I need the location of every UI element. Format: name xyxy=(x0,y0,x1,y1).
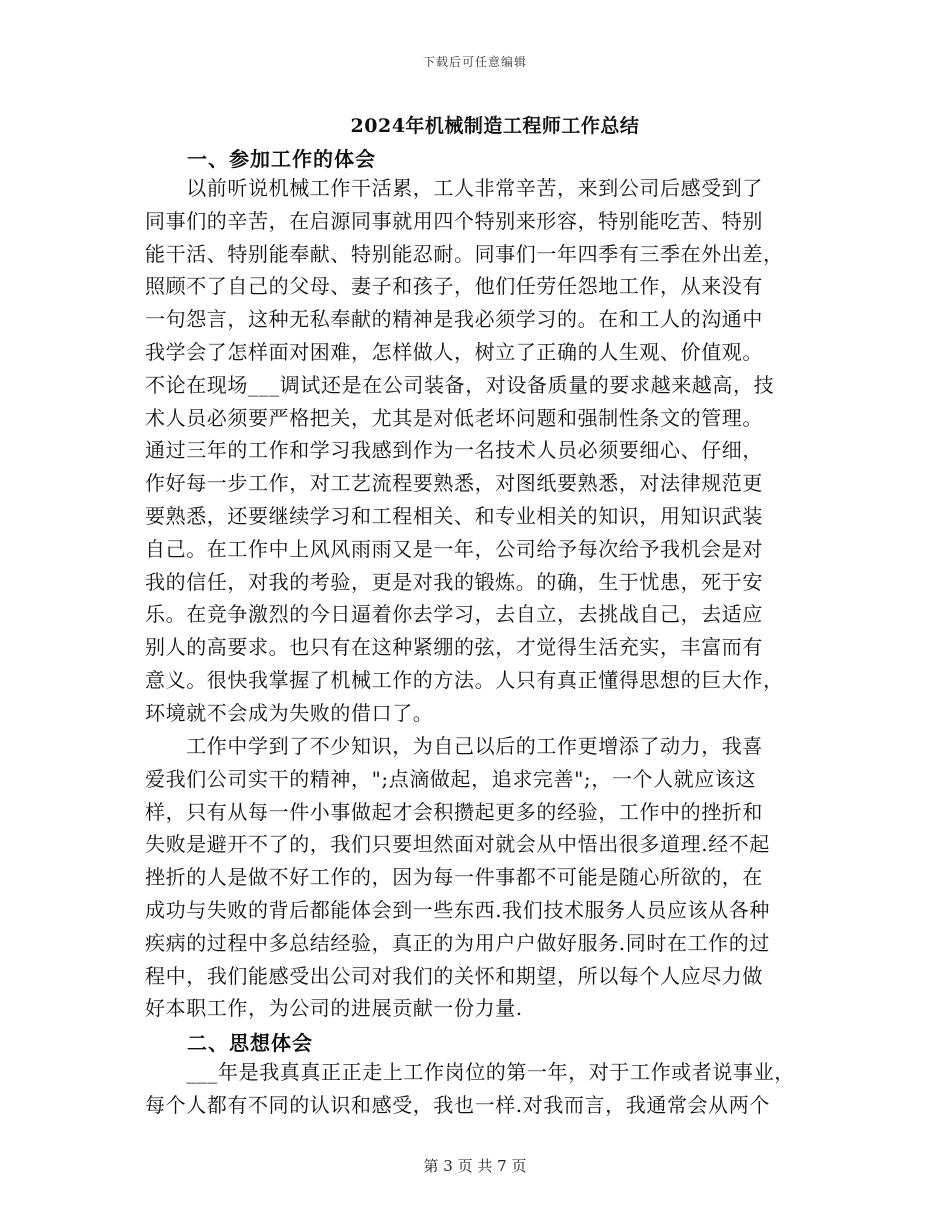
text-line: 我的信任，对我的考验，更是对我的锻炼。的确，生于忧患，死于安 xyxy=(145,569,763,594)
text-line: 照顾不了自己的父母、妻子和孩子，他们任劳任怨地工作，从来没有 xyxy=(145,274,763,299)
text-line: 一句怨言，这种无私奉献的精神是我必须学习的。在和工人的沟通中 xyxy=(145,307,763,332)
text-line: 爱我们公司实干的精神，";点滴做起，追求完善";，一个人就应该这 xyxy=(145,766,757,791)
text-line: 不论在现场___调试还是在公司装备，对设备质量的要求越来越高，技 xyxy=(145,372,775,397)
text-line: 别人的高要求。也只有在这种紧绷的弦，才觉得生活充实，丰富而有 xyxy=(145,635,763,660)
text-line: 工作中学到了不少知识，为自己以后的工作更增添了动力，我喜 xyxy=(145,734,763,758)
document-title: 2024年机械制造工程师工作总结 xyxy=(350,115,640,137)
text-line: 每个人都有不同的认识和感受，我也一样.对我而言，我通常会从两个 xyxy=(145,1092,770,1117)
text-line: 能干活、特别能奉献、特别能忍耐。同事们一年四季有三季在外出差， xyxy=(145,241,784,266)
text-line: 好本职工作，为公司的进展贡献一份力量. xyxy=(145,996,523,1021)
text-line: 要熟悉，还要继续学习和工程相关、和专业相关的知识，用知识武装 xyxy=(145,503,763,528)
section-heading-experience: 一、参加工作的体会 xyxy=(187,147,376,171)
text-line: 程中，我们能感受出公司对我们的关怀和期望，所以每个人应尽力做 xyxy=(145,963,763,988)
section1-paragraph2 xyxy=(145,730,825,1025)
text-line: 样，只有从每一件小事做起才会积攒起更多的经验，工作中的挫折和 xyxy=(145,799,763,824)
text-line: 我学会了怎样面对困难，怎样做人，树立了正确的人生观、价值观。 xyxy=(145,339,763,364)
text-line: 术人员必须要严格把关，尤其是对低老坏问题和强制性条文的管理。 xyxy=(145,405,763,430)
text-line: 作好每一步工作，对工艺流程要熟悉，对图纸要熟悉，对法律规范更 xyxy=(145,471,763,496)
text-line: 以前听说机械工作干活累，工人非常辛苦，来到公司后感受到了 xyxy=(145,176,763,200)
section-heading-thoughts: 二、思想体会 xyxy=(187,1031,313,1055)
text-line: 环境就不会成为失败的借口了。 xyxy=(145,700,434,725)
text-line: 通过三年的工作和学习我感到作为一名技术人员必须要细心、仔细， xyxy=(145,438,763,463)
text-line: 成功与失败的背后都能体会到一些东西.我们技术服务人员应该从各种 xyxy=(145,897,770,922)
text-line: 同事们的辛苦，在启源同事就用四个特别来形容，特别能吃苦、特别 xyxy=(145,208,763,233)
text-line: ___年是我真真正正走上工作岗位的第一年，对于工作或者说事业， xyxy=(145,1060,795,1084)
page-number-footer: 第 3 页 共 7 页 xyxy=(423,1157,527,1175)
text-line: 疾病的过程中多总结经验，真正的为用户户做好服务.同时在工作的过 xyxy=(145,930,770,955)
text-line: 挫折的人是做不好工作的，因为每一件事都不可能是随心所欲的，在 xyxy=(145,865,763,890)
text-line: 乐。在竞争激烈的今日逼着你去学习，去自立，去挑战自己，去适应 xyxy=(145,602,763,627)
text-line: 失败是避开不了的，我们只要坦然面对就会从中悟出很多道理.经不起 xyxy=(145,832,770,857)
section1-paragraph1 xyxy=(145,172,825,730)
section2-paragraph1 xyxy=(145,1056,825,1122)
header-note: 下载后可任意编辑 xyxy=(422,55,527,69)
text-line: 意义。很快我掌握了机械工作的方法。人只有真正懂得思想的巨大作， xyxy=(145,667,784,692)
text-line: 自己。在工作中上风风雨雨又是一年，公司给予每次给予我机会是对 xyxy=(145,536,763,561)
